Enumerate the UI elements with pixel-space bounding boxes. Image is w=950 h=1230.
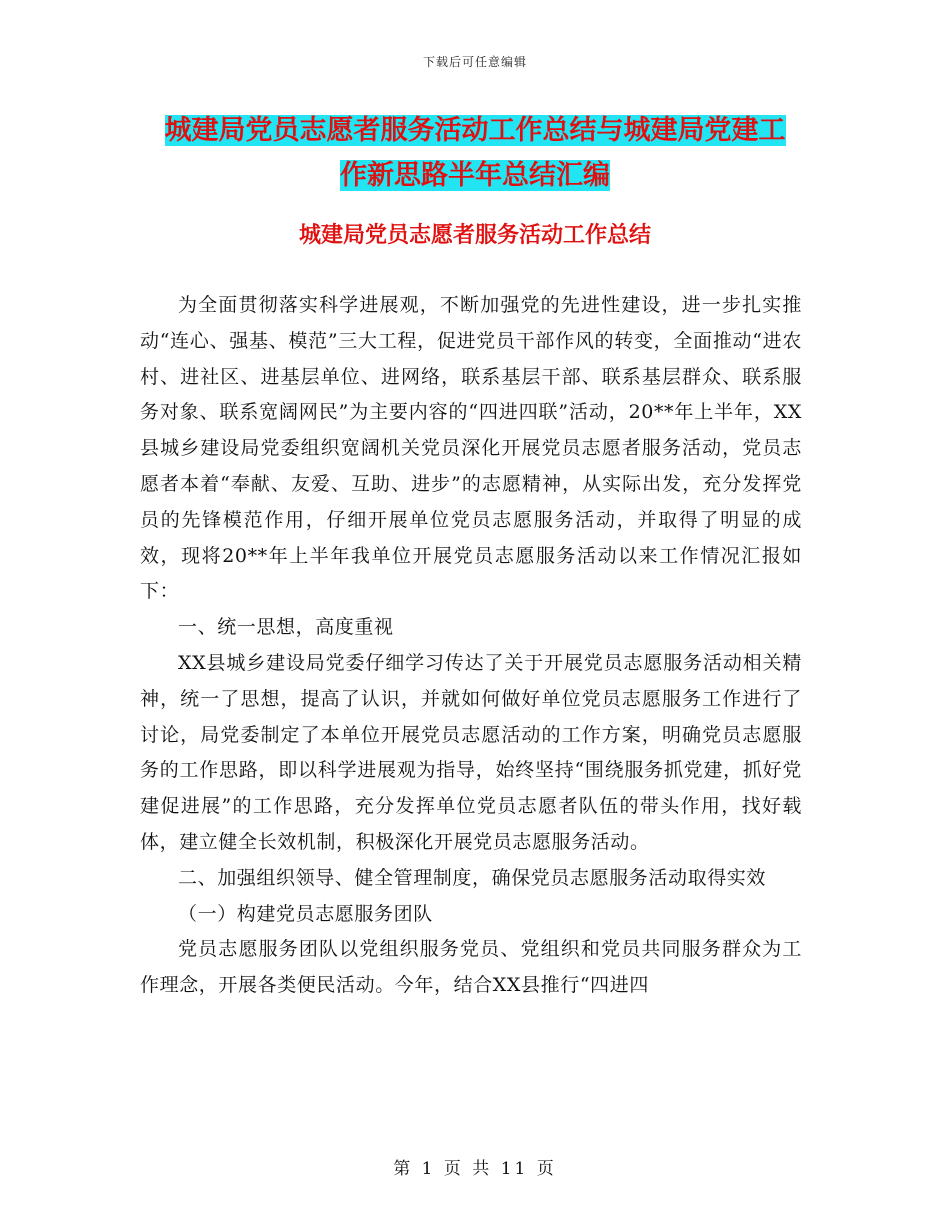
- document-body: [140, 288, 802, 1004]
- heading-section-2: 二、加强组织领导、健全管理制度，确保党员志愿服务活动取得实效: [178, 866, 767, 889]
- heading-section-1: 一、统一思想，高度重视: [178, 616, 394, 639]
- header-note: 下载后可任意编辑: [422, 55, 527, 69]
- main-title-line-1: 城建局党员志愿者服务活动工作总结与城建局党建工: [164, 115, 786, 146]
- main-title-line-2: 作新思路半年总结汇编: [340, 160, 610, 191]
- page-number: 第 1 页 共 11 页: [393, 1159, 557, 1179]
- heading-subsection-1: （一）构建党员志愿服务团队: [178, 902, 433, 925]
- paragraph-section-1: XX县城乡建设局党委仔细学习传达了关于开展党员志愿服务活动相关精神，统一了思想，提高了认识，并就如何做好单位党员志愿服务工作进行了讨论，局党委制定了本单位开展党员志愿活动的工作方案，明确党员志愿服务的工作思路，即以科学进展观为指导，始终坚持“围绕服务抓党建，抓好党建促进展”的工作思路，充分发挥单位党员志愿者队伍的带头作用，找好载体，建立健全长效机制，积极深化开展党员志愿服务活动。: [140, 651, 802, 853]
- paragraph-intro: 为全面贯彻落实科学进展观，不断加强党的先进性建设，进一步扎实推动“连心、强基、模范”三大工程，促进党员干部作风的转变，全面推动“进农村、进社区、进基层单位、进网络，联系基层干部、联系基层群众、联系服务对象、联系宽阔网民”为主要内容的“四进四联”活动，20**年上半年，XX县城乡建设局党委组织宽阔机关党员深化开展党员志愿者服务活动，党员志愿者本着“奉献、友爱、互助、进步”的志愿精神，从实际出发，充分发挥党员的先锋模范作用，仔细开展单位党员志愿服务活动，并取得了明显的成效，现将20**年上半年我单位开展党员志愿服务活动以来工作情况汇报如下：: [140, 294, 802, 603]
- document-main-title: [140, 108, 810, 198]
- paragraph-subsection-1: 党员志愿服务团队以党组织服务党员、党组织和党员共同服务群众为工作理念，开展各类便民活动。今年，结合XX县推行“四进四: [140, 938, 802, 997]
- section-title: 城建局党员志愿者服务活动工作总结: [298, 223, 651, 248]
